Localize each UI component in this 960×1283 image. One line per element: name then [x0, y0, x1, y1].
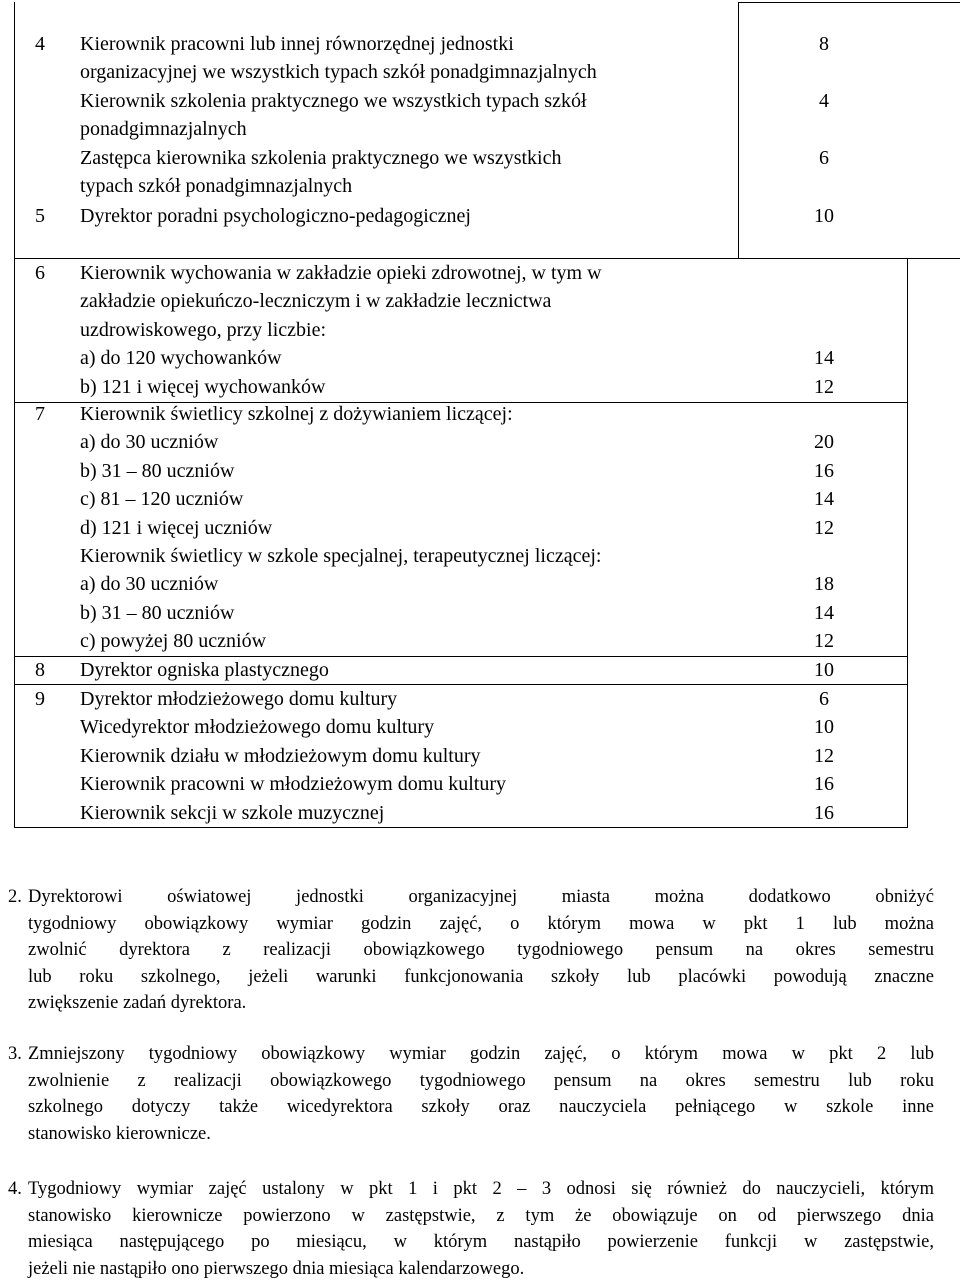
- row-description: a) do 30 uczniów: [80, 573, 219, 596]
- paragraph-line: Tygodniowy wymiar zajęć ustalony w pkt 1 i pkt 2 – 3 odnosi się również do nauczycieli, którym: [28, 1179, 934, 1199]
- hours-value: 12: [814, 630, 834, 653]
- row-description: Dyrektor młodzieżowego domu kultury: [80, 688, 398, 710]
- paragraph-line: miesiąca następującego po miesiącu, w którym nastąpiło powierzenie funkcji w zastępstwie,: [28, 1232, 934, 1252]
- hours-value: 10: [814, 716, 834, 739]
- paragraph-text: [28, 1041, 934, 1147]
- row-description: Wicedyrektor młodzieżowego domu kultury: [80, 716, 435, 739]
- row-number: 8: [35, 659, 45, 681]
- paragraph-number: 4.: [8, 1179, 22, 1199]
- hours-value: 14: [814, 347, 834, 370]
- row-description: Kierownik wychowania w zakładzie opieki zdrowotnej, w tym w: [80, 262, 602, 284]
- row-description: b) 31 – 80 uczniów: [80, 601, 235, 624]
- hours-value: 14: [814, 488, 834, 511]
- paragraph-line: jeżeli nie nastąpiło ono pierwszego dnia miesiąca kalendarzowego.: [28, 1258, 525, 1279]
- hours-value: 8: [819, 33, 829, 55]
- hours-value: 10: [814, 205, 834, 227]
- row-number: 9: [35, 688, 45, 710]
- hours-value: 4: [819, 89, 829, 112]
- table-border-left: [14, 2, 15, 828]
- paragraph-line: zwolnić dyrektora z realizacji obowiązkowego tygodniowego pensum na okres semestru: [28, 940, 934, 960]
- paragraph-line: Dyrektorowi oświatowej jednostki organizacyjnej miasta można dodatkowo obniżyć: [28, 887, 934, 907]
- row-description: Kierownik sekcji w szkole muzycznej: [80, 801, 385, 824]
- hours-value: 18: [814, 573, 834, 596]
- row-description: Kierownik świetlicy szkolnej z dożywianiem liczącej:: [80, 403, 513, 425]
- paragraph-text: [28, 884, 934, 1017]
- row-description: d) 121 i więcej uczniów: [80, 516, 273, 539]
- row-description: Dyrektor poradni psychologiczno-pedagogicznej: [80, 205, 471, 227]
- row-description: Kierownik szkolenia praktycznego we wszystkich typach szkół: [80, 89, 587, 112]
- hours-value: 16: [814, 773, 834, 796]
- row-description: a) do 30 uczniów: [80, 431, 219, 454]
- paragraph-line: stanowisko kierownicze.: [28, 1123, 211, 1144]
- paragraph-number: 3.: [8, 1044, 22, 1064]
- row-description: Kierownik świetlicy w szkole specjalnej, terapeutycznej liczącej:: [80, 545, 602, 567]
- hours-value: 16: [814, 801, 834, 824]
- paragraph-line: zwolnienie z realizacji obowiązkowego tygodniowego pensum na okres semestru lub roku: [28, 1070, 934, 1091]
- hours-value: 16: [814, 459, 834, 482]
- row-description: b) 31 – 80 uczniów: [80, 459, 235, 482]
- row-number: 4: [35, 33, 45, 55]
- row-number: 6: [35, 262, 45, 284]
- row-number: 5: [35, 205, 45, 227]
- column-divider: [738, 2, 739, 258]
- row-description: Kierownik działu w młodzieżowym domu kultury: [80, 744, 481, 767]
- paragraph-line: szkolnego dotyczy także wicedyrektora szkoły oraz nauczyciela pełniącego w szkole inne: [28, 1097, 934, 1117]
- row-description: c) 81 – 120 uczniów: [80, 488, 244, 511]
- paragraph-line: Zmniejszony tygodniowy obowiązkowy wymiar godzin zajęć, o którym mowa w pkt 2 lub: [28, 1044, 934, 1064]
- paragraph-number: 2.: [8, 887, 22, 907]
- hours-value: 20: [814, 431, 834, 454]
- row-description: zakładzie opiekuńczo-leczniczym i w zakładzie lecznictwa: [80, 290, 552, 313]
- hours-value: 12: [814, 375, 834, 398]
- paragraph-line: zwiększenie zadań dyrektora.: [28, 993, 247, 1013]
- hours-value: 14: [814, 601, 834, 624]
- table-border-top-right: [738, 2, 960, 3]
- row-description: Dyrektor ogniska plastycznego: [80, 659, 329, 681]
- hours-value: 6: [819, 146, 829, 169]
- row-description: organizacyjnej we wszystkich typach szkół ponadgimnazjalnych: [80, 61, 597, 84]
- row-description: a) do 120 wychowanków: [80, 347, 282, 370]
- hours-value: 6: [819, 688, 829, 710]
- row-description: Kierownik pracowni w młodzieżowym domu kultury: [80, 773, 507, 796]
- hours-value: 12: [814, 744, 834, 767]
- row-description: c) powyżej 80 uczniów: [80, 630, 267, 653]
- paragraph-line: lub roku szkolnego, jeżeli warunki funkcjonowania szkoły lub placówki powodują znaczne: [28, 966, 934, 987]
- row-description: Kierownik pracowni lub innej równorzędnej jednostki: [80, 33, 514, 55]
- row-description: uzdrowiskowego, przy liczbie:: [80, 318, 327, 341]
- table-border-bottom: [14, 827, 908, 828]
- paragraph-line: tygodniowy obowiązkowy wymiar godzin zajęć, o którym mowa w pkt 1 lub można: [28, 913, 934, 934]
- hours-value: 12: [814, 516, 834, 539]
- table-border-right-lower: [907, 258, 908, 828]
- hours-value: 10: [814, 659, 834, 681]
- paragraph-text: [28, 1176, 934, 1282]
- paragraph-line: stanowisko kierownicze powierzono w zastępstwie, z tym że obowiązuje on od pierwszego dnia: [28, 1205, 934, 1226]
- row-number: 7: [35, 403, 45, 425]
- row-description: b) 121 i więcej wychowanków: [80, 375, 326, 398]
- row-description: ponadgimnazjalnych: [80, 118, 247, 141]
- row-description: typach szkół ponadgimnazjalnych: [80, 175, 353, 197]
- row-description: Zastępca kierownika szkolenia praktycznego we wszystkich: [80, 146, 562, 169]
